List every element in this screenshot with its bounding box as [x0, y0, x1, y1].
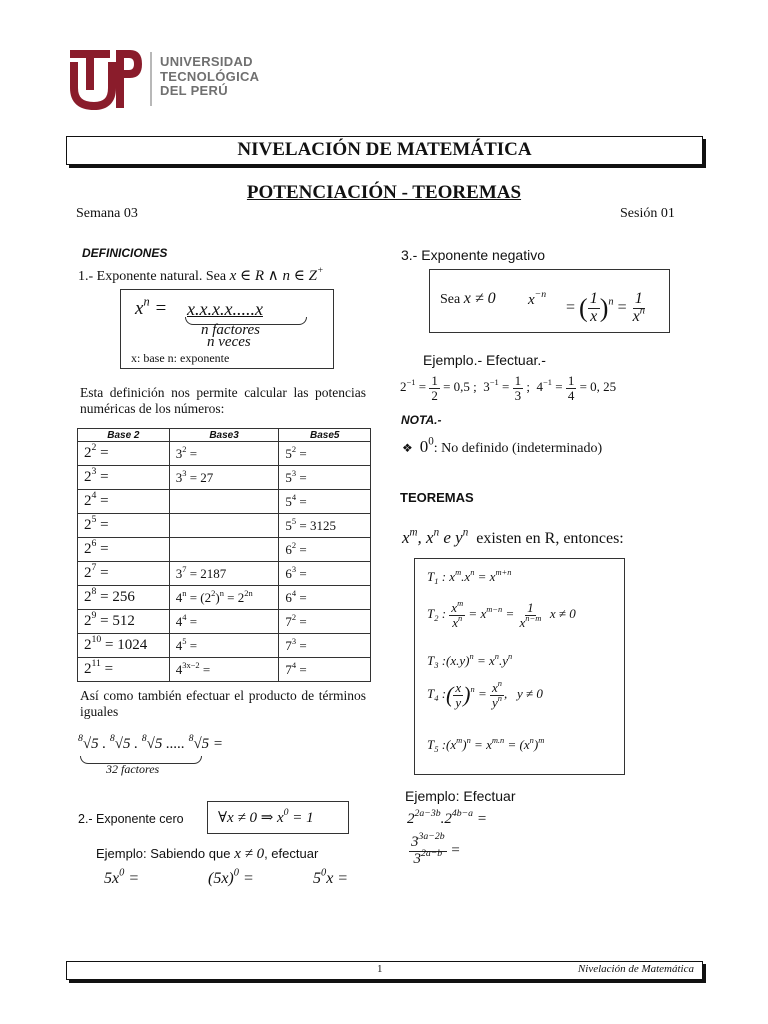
zero-exponent-box: ∀x ≠ 0 ⇒ $x^0 = 1$	[207, 801, 349, 834]
theorem-1: $T_1$ : $x^m.x^n = x^{m+n}$	[427, 567, 512, 586]
theorem-4: $T_4$ :( $\frac{x}{y}$ )$^n$ = $\frac{x^n}{y^n}$ , y ≠ 0	[427, 678, 543, 710]
logo-divider	[150, 52, 152, 106]
theorem-3: $T_3$ $:(x.y)^n = x^n.y^n$	[427, 651, 513, 670]
theorem-5: $T_5$ $:(x^m)^n = x^{m.n} = (x^n)^m$	[427, 735, 545, 754]
theorems-heading: TEOREMAS	[400, 490, 474, 505]
table-row: $2^2$ = $3^2$ = $5^2$ =	[78, 442, 371, 466]
negative-power-identity: = ( $\frac{1}{x}$ )$^n$ = $\frac{1}{x^n}$	[566, 290, 645, 325]
zero-example-2: $(5x)^0$ =	[208, 867, 254, 887]
negative-power: $x^{-n}$	[528, 289, 547, 308]
theorems-intro: $x^m$, $x^n$ e $y^n$ existen en R, entonces:	[402, 526, 624, 547]
footer-title: Nivelación de Matemática	[577, 963, 694, 975]
table-row: $2^5$ = $5^5 = 3125$	[78, 514, 371, 538]
table-row: $2^{11}$ = $4^{3x-2}$ = $7^4$ =	[78, 658, 371, 682]
diamond-bullet-icon: ❖	[402, 441, 413, 455]
table-row: $2^9 = 512$ $4^4$ = $7^2$ =	[78, 610, 371, 634]
page-footer	[66, 961, 703, 980]
table-row: $2^3$ = $3^3 = 27$ $5^3$ =	[78, 466, 371, 490]
note-heading: NOTA.-	[401, 413, 442, 427]
theorem-example-1: $2^{2a-3b}.2^{4b-a}$ =	[407, 808, 487, 827]
theorem-example-heading: Ejemplo: Efectuar	[405, 788, 516, 804]
definition-box: $x^n$ = x.x.x.x.....x n factores n veces x: base n: exponente	[120, 289, 334, 369]
negative-exponent-box: Sea x ≠ 0 $x^{-n}$ = ( $\frac{1}{x}$ )$^n$ = $\frac{1}{x^n}$	[429, 269, 670, 333]
natural-exponent-item: 1.- Exponente natural. Sea x ∈ R ∧ n ∈ Z+	[78, 265, 324, 284]
table-row: $2^4$ = $5^4$ =	[78, 490, 371, 514]
utp-logo-icon	[68, 48, 144, 110]
table-row: $2^6$ = $6^2$ =	[78, 538, 371, 562]
page-number: 1	[377, 963, 383, 975]
definitions-heading: DEFINICIONES	[82, 246, 168, 260]
negative-examples: $2^{-1}$ = $\frac{1}{2}$ = 0,5 ; $3^{-1}$ = $\frac{1}{3}$ ; $4^{-1}$ = $\frac{1}{4}$ = 0, 25	[400, 373, 617, 403]
zero-example-3: $5^0x$ =	[313, 867, 349, 887]
table-row: $2^7$ = $3^7 = 2187$ $6^3$ =	[78, 562, 371, 586]
natural-exponent-condition: x ∈ R ∧ n ∈ Z+	[229, 265, 324, 284]
paragraph-2: Así como también efectuar el producto de términos iguales	[80, 688, 366, 719]
zero-example-condition: x ≠ 0	[230, 846, 265, 862]
negative-exponent-item: 3.- Exponente negativo	[401, 247, 545, 263]
negative-exponent-condition: x ≠ 0	[463, 290, 496, 307]
power-definition: $x^n$ =	[135, 294, 168, 319]
zero-example-1: $5x^0$ =	[104, 867, 140, 887]
university-name: UNIVERSIDAD TECNOLÓGICA DEL PERÚ	[160, 54, 260, 98]
roots-product: $^8$√5 . $^8$√5 . $^8$√5 ..... $^8$√5 =	[78, 733, 224, 752]
week-label: Semana 03	[76, 206, 138, 221]
paragraph-1: Esta definición nos permite calcular las potencias numéricas de los números:	[80, 385, 366, 416]
page-title: NIVELACIÓN DE MATEMÁTICA	[66, 136, 703, 165]
negative-example-heading: Ejemplo.- Efectuar.-	[423, 352, 546, 368]
roots-brace-label: 32 factores	[106, 762, 160, 776]
theorem-example-2: $\frac{3^{3a-2b}}{3^{2a-b}}$ =	[411, 831, 461, 867]
zero-exponent-item: 2.- Exponente cero	[78, 812, 184, 826]
theorems-box	[414, 558, 625, 775]
note-item: ❖ $0^0$: No definido (indeterminado)	[402, 435, 603, 456]
zero-example-heading: Ejemplo: Sabiendo que x ≠ 0, efectuar	[96, 846, 319, 862]
section-subtitle: POTENCIACIÓN - TEOREMAS	[246, 182, 522, 203]
session-label: Sesión 01	[620, 206, 675, 221]
table-row: $2^{10} = 1024$ $4^5$ = $7^3$ =	[78, 634, 371, 658]
product-expression: x.x.x.x.....x	[187, 299, 263, 319]
table-row: $2^8 = 256$ $4^n = (2^2)^n = 2^{2n}$ $6^4$ =	[78, 586, 371, 610]
theorem-2: $T_2$ : $\frac{x^m}{x^n}$ = $x^{m-n}$ = $\frac{1}{x^{n-m}}$ x ≠ 0	[427, 598, 576, 630]
powers-table: Base 2 Base3 Base5 $2^2$ = $3^2$ = $5^2$ = $2^3$ = $3^3 = 27$ $5^3$ = $2^4$ = $5^4$ = $2^5$ = $5^5 = 3125$ $2^6$ = $6^2$ = $2^7$ = $3^7 = 2187$ $6^3$ = $2^8 = 256$ $4^n = (2^2)^n = 2^{2n}$ $6^4$ = $2^9 = 512$ $4^4$ = $7^2$ = $2^{10} = 1024$ $4^5$ = $7^3$ = $2^{11}$ = $4^{3x-2}$ = $7^4$ =	[77, 428, 371, 682]
